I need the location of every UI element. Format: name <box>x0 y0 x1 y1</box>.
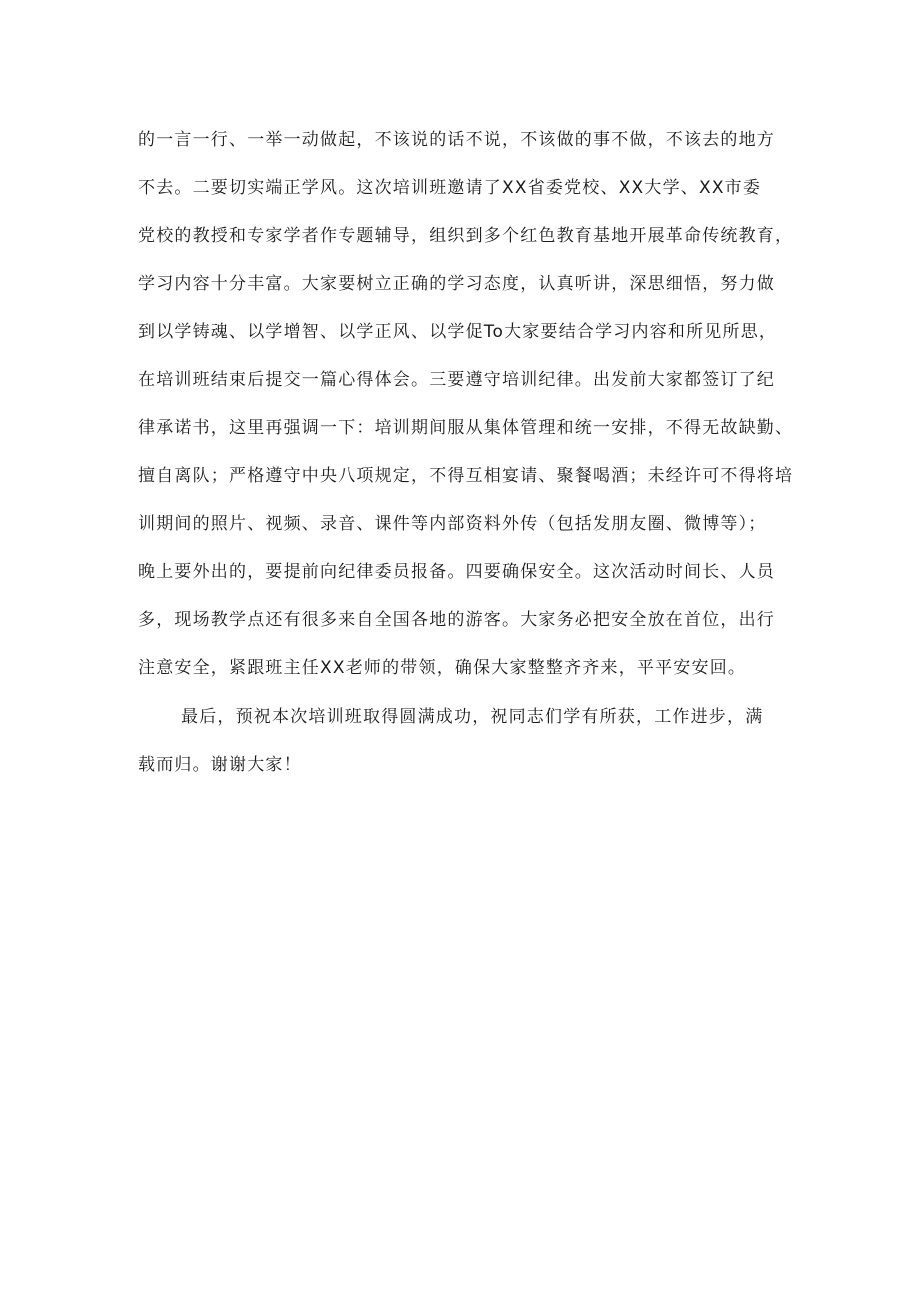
text-line: 晚上要外出的，要提前向纪律委员报备。四要确保安全。这次活动时间长、人员 <box>138 562 775 582</box>
text-line: 的一言一行、一举一动做起，不该说的话不说，不该做的事不做，不该去的地方 <box>138 130 775 150</box>
closing-paragraph-line: 载而归。谢谢大家！ <box>138 755 302 775</box>
text-line: 在培训班结束后提交一篇心得体会。三要遵守培训纪律。出发前大家都签订了纪 <box>138 370 775 390</box>
closing-paragraph-line: 最后，预祝本次培训班取得圆满成功，祝同志们学有所获，工作进步，满 <box>181 707 764 727</box>
text-line: 不去。二要切实端正学风。这次培训班邀请了XX省委党校、XX大学、XX市委 <box>138 178 762 198</box>
text-line: 学习内容十分丰富。大家要树立正确的学习态度，认真听讲，深思细悟，努力做 <box>138 274 775 294</box>
text-line: 律承诺书，这里再强调一下：培训期间服从集体管理和统一安排，不得无故缺勤、 <box>138 418 794 438</box>
text-line: 党校的教授和专家学者作专题辅导，组织到多个红色教育基地开展革命传统教育， <box>138 226 794 246</box>
text-line: 训期间的照片、视频、录音、课件等内部资料外传（包括发朋友圈、微博等）； <box>138 514 767 534</box>
text-line: 到以学铸魂、以学增智、以学正风、以学促To大家要结合学习内容和所见所思， <box>138 322 778 342</box>
text-line: 多，现场教学点还有很多来自全国各地的游客。大家务必把安全放在首位，出行 <box>138 610 775 630</box>
text-line: 注意安全，紧跟班主任XX老师的带领，确保大家整整齐齐来，平平安安回。 <box>138 658 747 678</box>
text-line: 擅自离队；严格遵守中央八项规定，不得互相宴请、聚餐喝酒；未经许可不得将培 <box>138 466 794 486</box>
